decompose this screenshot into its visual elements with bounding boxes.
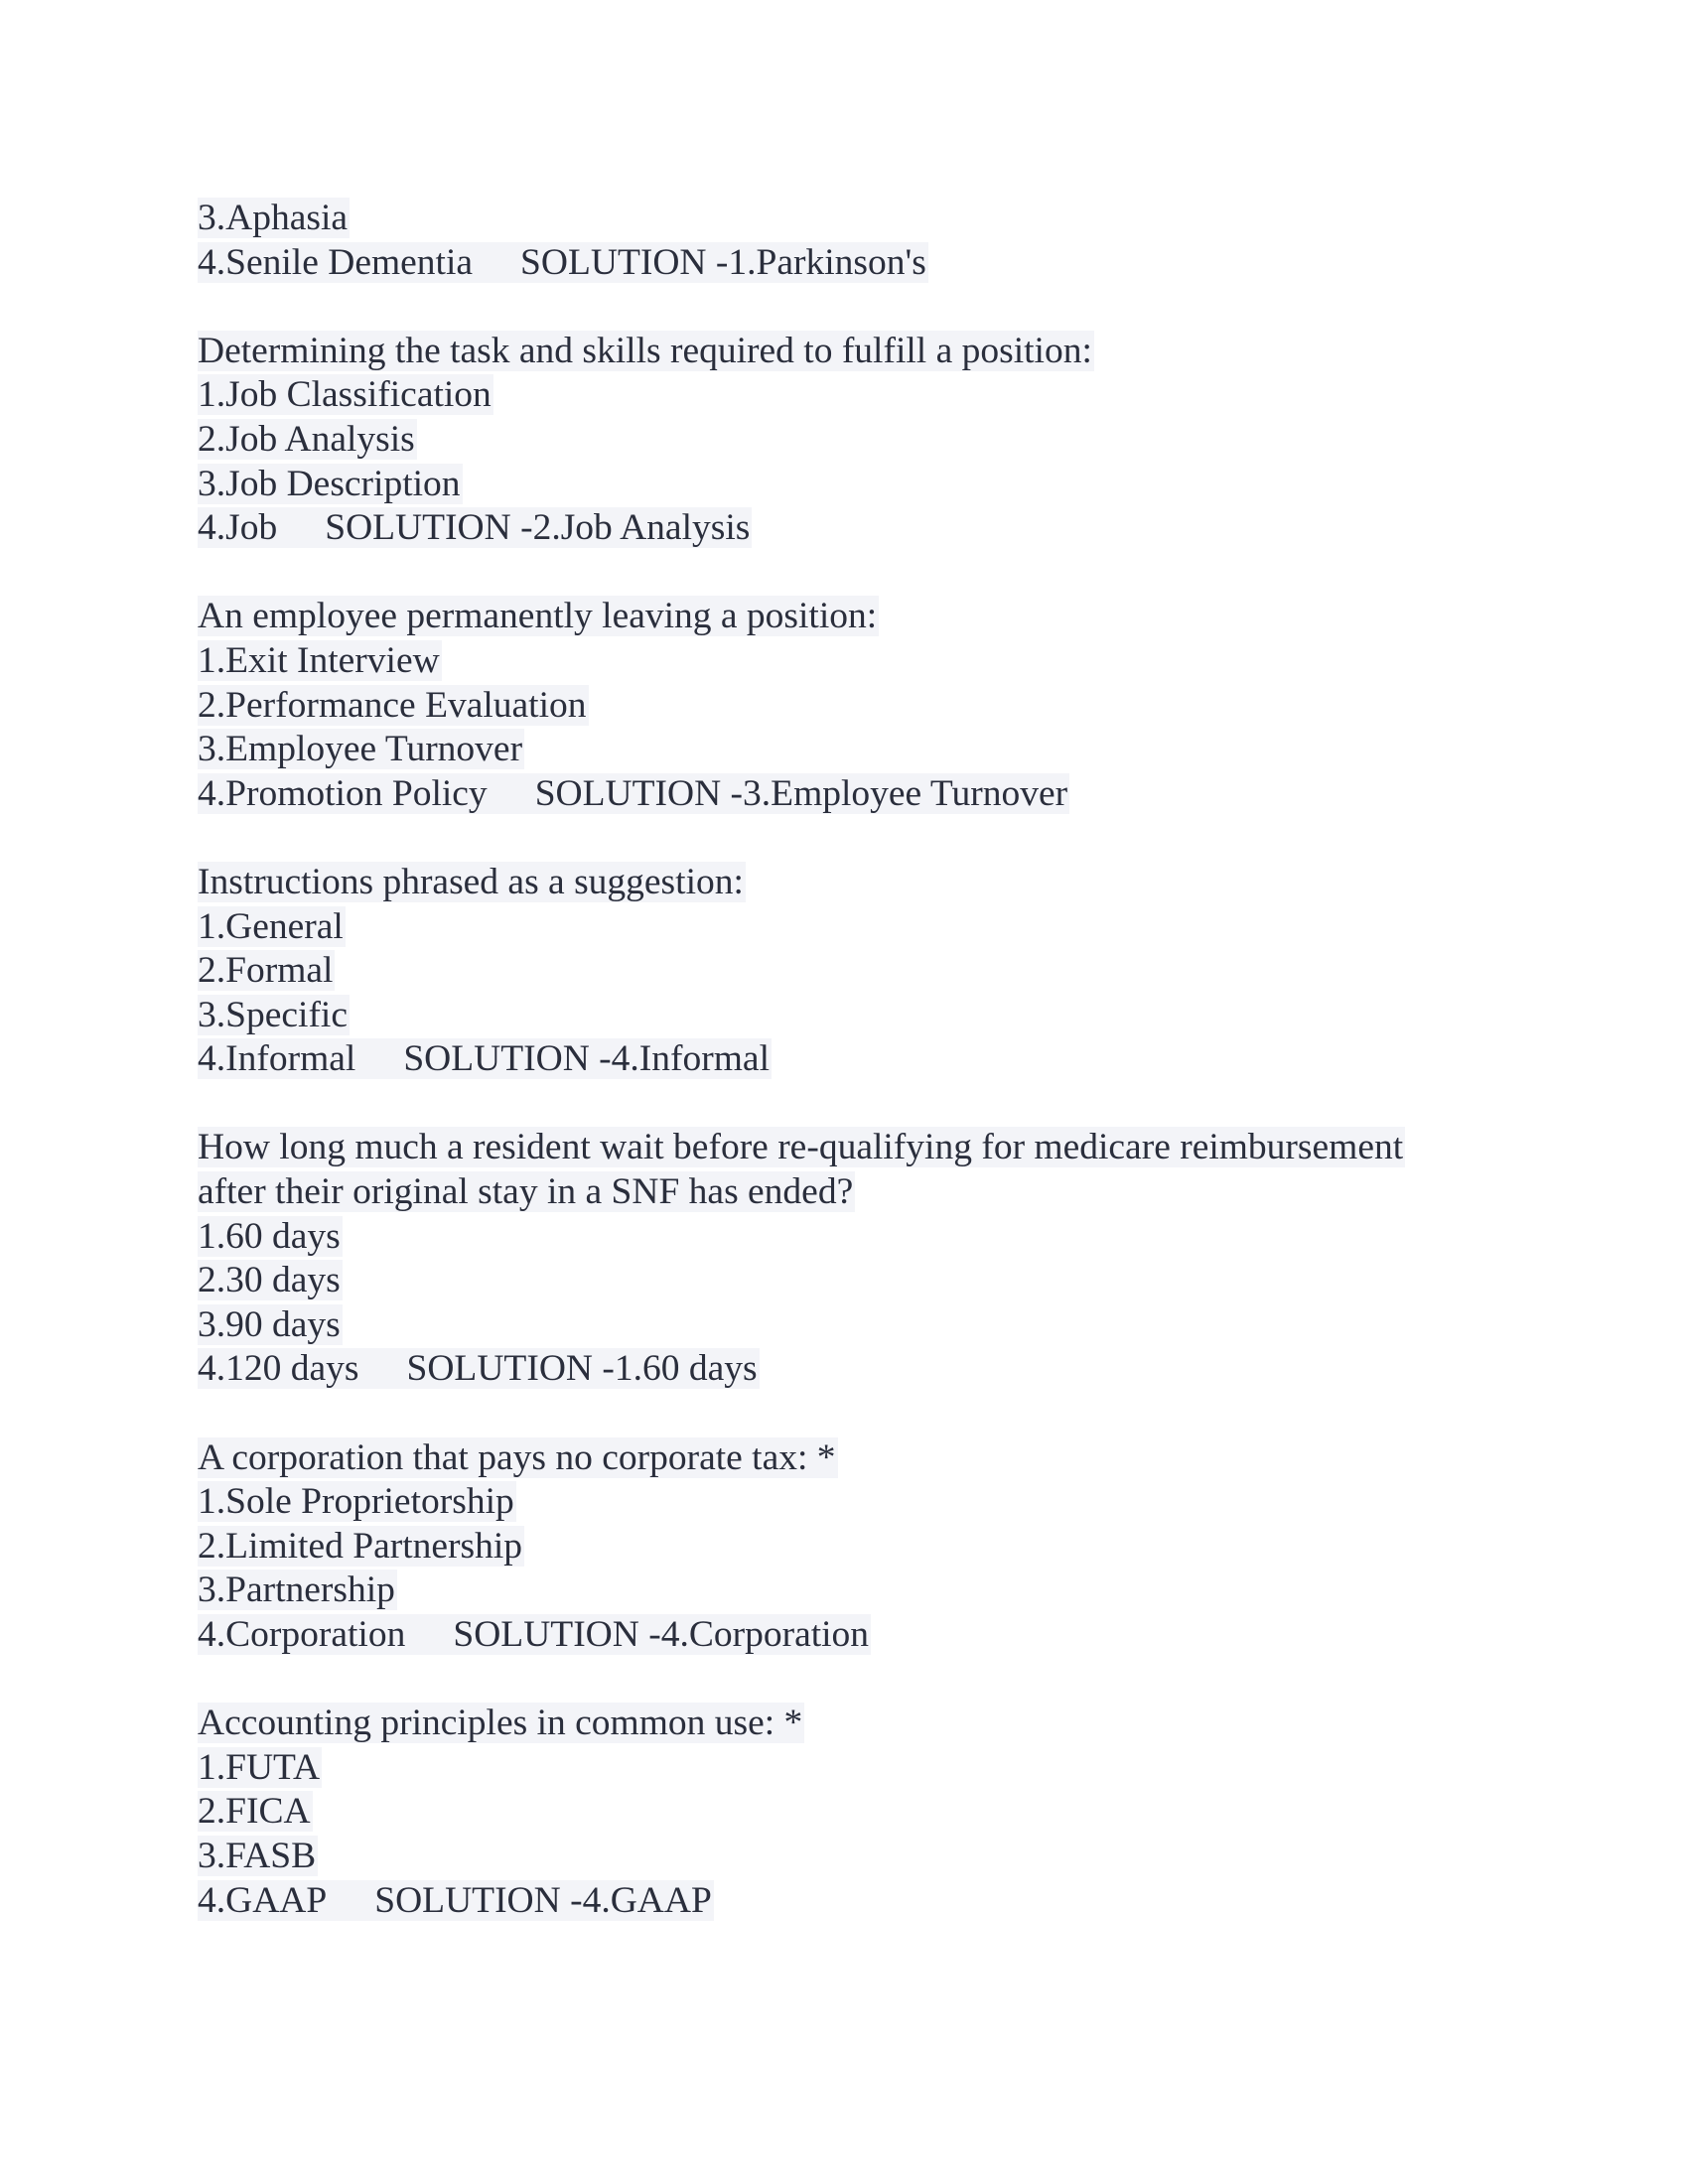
answer-option <box>198 994 1508 1038</box>
answer-option <box>198 772 1508 817</box>
option-text: 2.FICA <box>198 1791 311 1833</box>
answer-option <box>198 1215 1508 1260</box>
spacer <box>198 816 1508 861</box>
solution-text: SOLUTION -3.Employee Turnover <box>534 772 1068 814</box>
option-text: 2.30 days <box>198 1260 341 1301</box>
answer-option <box>198 684 1508 729</box>
solution-text: SOLUTION -4.Corporation <box>453 1614 870 1655</box>
option-text: 4.Informal <box>198 1038 356 1080</box>
answer-option <box>198 1347 1508 1392</box>
option-text: 4.Senile Dementia <box>198 241 474 283</box>
question-line: after their original stay in a SNF has ended? <box>198 1171 854 1213</box>
option-text: 4.GAAP <box>198 1879 328 1921</box>
option-text: 2.Limited Partnership <box>198 1525 523 1567</box>
option-text: 3.90 days <box>198 1303 341 1345</box>
answer-option <box>198 197 1508 241</box>
answer-option <box>198 1790 1508 1835</box>
solution-text: SOLUTION -1.Parkinson's <box>520 241 926 283</box>
question-line: Determining the task and skills required to fulfill a position: <box>198 330 1092 371</box>
option-text: 4.Job <box>198 507 278 549</box>
answer-option <box>198 241 1508 286</box>
question-text <box>198 595 1508 639</box>
answer-option <box>198 1746 1508 1791</box>
option-text: 4.Promotion Policy <box>198 772 488 814</box>
option-text: 1.60 days <box>198 1215 341 1257</box>
option-text: 3.Partnership <box>198 1570 395 1611</box>
solution-text: SOLUTION -4.GAAP <box>374 1879 712 1921</box>
question-text <box>198 1126 1508 1170</box>
question-line: Accounting principles in common use: * <box>198 1703 803 1744</box>
option-text: 3.Job Description <box>198 463 461 504</box>
spacer <box>198 1082 1508 1127</box>
spacer <box>198 551 1508 596</box>
option-text: 2.Performance Evaluation <box>198 684 587 726</box>
option-text: 3.Employee Turnover <box>198 729 523 770</box>
option-text: 4.Corporation <box>198 1614 406 1655</box>
spacer <box>198 1658 1508 1703</box>
answer-option <box>198 1525 1508 1570</box>
question-line: A corporation that pays no corporate tax: * <box>198 1436 836 1478</box>
answer-option <box>198 639 1508 684</box>
option-text: 3.Aphasia <box>198 198 349 238</box>
answer-option <box>198 728 1508 772</box>
option-text: 4.120 days <box>198 1348 359 1390</box>
question-text <box>198 1702 1508 1746</box>
answer-option <box>198 418 1508 463</box>
answer-option <box>198 1613 1508 1658</box>
question-text <box>198 1436 1508 1481</box>
answer-option <box>198 373 1508 418</box>
option-text: 3.FASB <box>198 1835 317 1876</box>
answer-option <box>198 905 1508 950</box>
answer-option <box>198 463 1508 507</box>
option-text: 1.Sole Proprietorship <box>198 1481 514 1523</box>
question-text <box>198 330 1508 374</box>
spacer <box>198 1392 1508 1436</box>
option-text: 1.Job Classification <box>198 374 492 416</box>
answer-option <box>198 949 1508 994</box>
question-line: How long much a resident wait before re-qualifying for medicare reimbursement <box>198 1127 1404 1168</box>
question-text <box>198 1170 1508 1215</box>
solution-text: SOLUTION -1.60 days <box>406 1348 758 1390</box>
question-line: An employee permanently leaving a position: <box>198 596 878 637</box>
answer-option <box>198 1835 1508 1879</box>
question-line: Instructions phrased as a suggestion: <box>198 861 744 902</box>
answer-option <box>198 1569 1508 1613</box>
answer-option <box>198 506 1508 551</box>
answer-option <box>198 1879 1508 1924</box>
option-text: 1.FUTA <box>198 1746 321 1788</box>
answer-option <box>198 1037 1508 1082</box>
answer-option <box>198 1480 1508 1525</box>
document-text <box>198 197 1508 1923</box>
option-text: 1.Exit Interview <box>198 639 440 681</box>
option-text: 2.Formal <box>198 950 334 992</box>
solution-text: SOLUTION -2.Job Analysis <box>325 507 751 549</box>
spacer <box>198 285 1508 330</box>
question-text <box>198 861 1508 905</box>
option-text: 2.Job Analysis <box>198 418 415 460</box>
answer-option <box>198 1259 1508 1303</box>
option-text: 3.Specific <box>198 994 348 1035</box>
solution-text: SOLUTION -4.Informal <box>403 1038 770 1080</box>
answer-option <box>198 1303 1508 1348</box>
option-text: 1.General <box>198 905 344 947</box>
